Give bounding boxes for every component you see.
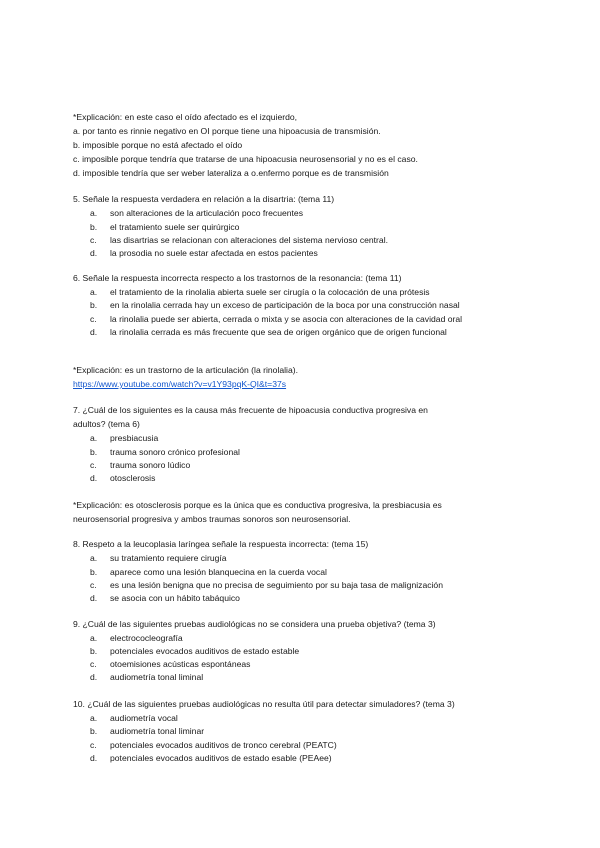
- option-letter: a.: [90, 553, 98, 563]
- option-text: el tratamiento de la rinolalia abierta suele ser cirugía o la colocación de una prótesis: [110, 287, 430, 297]
- option-letter: c.: [90, 580, 97, 590]
- explanation-1-line-b: b. imposible porque no está afectado el oído: [73, 140, 243, 150]
- option-text: se asocia con un hábito tabáquico: [110, 593, 240, 603]
- option-letter: d.: [90, 248, 98, 258]
- option-text: potenciales evocados auditivos de estado esable (PEAee): [110, 753, 332, 763]
- option-text: otoemisiones acústicas espontáneas: [110, 659, 251, 669]
- option-text: potenciales evocados auditivos de tronco cerebral (PEATC): [110, 740, 337, 750]
- option-text: la prosodia no suele estar afectada en estos pacientes: [110, 248, 318, 258]
- option-letter: d.: [90, 593, 98, 603]
- option-letter: b.: [90, 300, 98, 310]
- explanation-1-line-c: c. imposible porque tendría que tratarse de una hipoacusia neurosensorial y no es el caso.: [73, 154, 418, 164]
- option-text: aparece como una lesión blanquecina en la cuerda vocal: [110, 567, 327, 577]
- option-letter: a.: [90, 433, 98, 443]
- option-text: su tratamiento requiere cirugía: [110, 553, 227, 563]
- explanation-1-intro: *Explicación: en este caso el oído afectado es el izquierdo,: [73, 112, 298, 122]
- option-letter: a.: [90, 713, 98, 723]
- option-letter: d.: [90, 672, 98, 682]
- option-letter: a.: [90, 633, 98, 643]
- option-text: el tratamiento suele ser quirúrgico: [110, 222, 240, 232]
- question-7-line-1: 7. ¿Cuál de los siguientes es la causa más frecuente de hipoacusia conductiva progresiva en: [73, 405, 428, 415]
- option-letter: d.: [90, 473, 98, 483]
- option-text: audiometría tonal liminal: [110, 672, 204, 682]
- option-letter: a.: [90, 287, 98, 297]
- explanation-3-line-2: neurosensorial progresiva y ambos traumas sonoros son neurosensorial.: [73, 514, 351, 524]
- option-text: electrococleografía: [110, 633, 183, 643]
- option-letter: c.: [90, 460, 97, 470]
- option-letter: c.: [90, 659, 97, 669]
- explanation-1-line-d: d. imposible tendría que ser weber lateraliza a o.enfermo porque es de transmisión: [73, 168, 389, 178]
- explanation-1-line-a: a. por tanto es rinnie negativo en OI porque tiene una hipoacusia de transmisión.: [73, 126, 381, 136]
- option-letter: c.: [90, 314, 97, 324]
- explanation-3-line-1: *Explicación: es otosclerosis porque es la única que es conductiva progresiva, la presbiacusia es: [73, 500, 442, 510]
- option-text: otosclerosis: [110, 473, 156, 483]
- question-10: 10. ¿Cuál de las siguientes pruebas audiológicas no resulta útil para detectar simuladores? (tema 3): [73, 699, 455, 709]
- option-text: las disartrias se relacionan con alteraciones del sistema nervioso central.: [110, 235, 389, 245]
- option-text: la rinolalia puede ser abierta, cerrada o mixta y se asocia con alteraciones de la cavidad oral: [110, 314, 463, 324]
- option-text: son alteraciones de la articulación poco frecuentes: [110, 208, 303, 218]
- option-letter: c.: [90, 235, 97, 245]
- option-letter: b.: [90, 726, 98, 736]
- option-letter: b.: [90, 222, 98, 232]
- youtube-link[interactable]: https://www.youtube.com/watch?v=v1Y93pqK-QI&t=37s: [73, 379, 287, 389]
- explanation-2-text: *Explicación: es un trastorno de la articulación (la rinolalia).: [73, 365, 298, 375]
- question-5: 5. Señale la respuesta verdadera en relación a la disartria: (tema 11): [73, 194, 335, 204]
- option-letter: b.: [90, 447, 98, 457]
- option-text: audiometría tonal liminar: [110, 726, 205, 736]
- question-6: 6. Señale la respuesta incorrecta respecto a los trastornos de la resonancia: (tema 11): [73, 273, 402, 283]
- option-text: en la rinolalia cerrada hay un exceso de participación de la boca por una construcción nasal: [110, 300, 460, 310]
- option-letter: d.: [90, 327, 98, 337]
- option-text: trauma sonoro lúdico: [110, 460, 191, 470]
- question-8: 8. Respeto a la leucoplasia laríngea señale la respuesta incorrecta: (tema 15): [73, 539, 369, 549]
- option-text: trauma sonoro crónico profesional: [110, 447, 240, 457]
- option-letter: d.: [90, 753, 98, 763]
- option-text: es una lesión benigna que no precisa de seguimiento por su baja tasa de malignización: [110, 580, 443, 590]
- question-9: 9. ¿Cuál de las siguientes pruebas audiológicas no se considera una prueba objetiva? (tema 3): [73, 619, 436, 629]
- option-letter: a.: [90, 208, 98, 218]
- option-letter: b.: [90, 646, 98, 656]
- option-letter: c.: [90, 740, 97, 750]
- option-text: audiometría vocal: [110, 713, 178, 723]
- option-letter: b.: [90, 567, 98, 577]
- question-7-line-2: adultos? (tema 6): [73, 419, 140, 429]
- option-text: presbiacusia: [110, 433, 159, 443]
- option-text: la rinolalia cerrada es más frecuente que sea de origen orgánico que de origen funcional: [110, 327, 447, 337]
- option-text: potenciales evocados auditivos de estado estable: [110, 646, 300, 656]
